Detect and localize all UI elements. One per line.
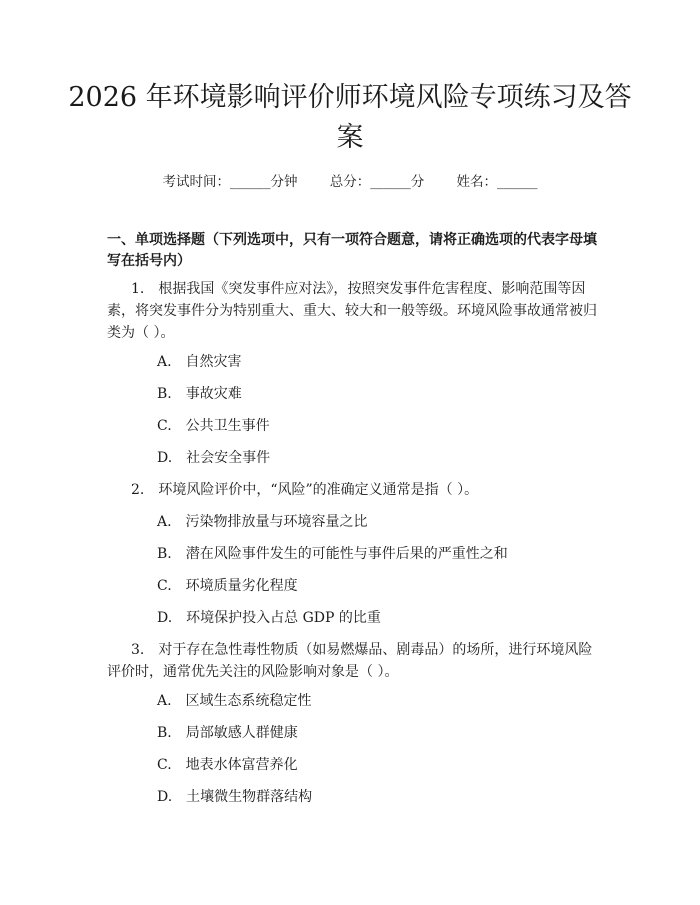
question-3-option-d: D. 土壤微生物群落结构: [157, 789, 313, 805]
question-1-option-a: A. 自然灾害: [157, 354, 242, 370]
question-1-option-b: B. 事故灾难: [157, 386, 242, 402]
question-1-option-d: D. 社会安全事件: [157, 450, 271, 466]
question-2-option-a: A. 污染物排放量与环境容量之比: [157, 514, 368, 530]
question-1-option-c: C. 公共卫生事件: [157, 418, 270, 434]
exam-meta: [0, 170, 700, 190]
exam-score: 总分：______分: [329, 174, 425, 190]
question-3-option-a: A. 区域生态系统稳定性: [157, 693, 312, 709]
question-2-option-d: D. 环境保护投入占总 GDP 的比重: [157, 610, 381, 626]
page-title: 2026 年环境影响评价师环境风险专项练习及答案: [68, 82, 632, 153]
question-3-option-b: B. 局部敏感人群健康: [157, 725, 298, 741]
question-2-option-c: C. 环境质量劣化程度: [157, 578, 298, 594]
exam-name: 姓名：______: [456, 174, 538, 190]
question-2-option-b: B. 潜在风险事件发生的可能性与事件后果的严重性之和: [157, 546, 508, 562]
question-2-stem: 2. 环境风险评价中，“风险”的准确定义通常是指（ ）。: [131, 482, 479, 498]
question-1-stem: 1. 根据我国《突发事件应对法》，按照突发事件危害程度、影响范围等因素，将突发事件分为特别重大、重大、较大和一般等级。环境风险事故通常被归类为（ ）。: [107, 281, 597, 341]
exam-time: 考试时间：______分钟: [162, 174, 298, 190]
section-heading: 一、单项选择题（下列选项中，只有一项符合题意，请将正确选项的代表字母填写在括号内）: [107, 232, 597, 269]
question-3-stem: 3. 对于存在急性毒性物质（如易燃爆品、剧毒品）的场所，进行环境风险评价时，通常优先关注的风险影响对象是（ ）。: [107, 642, 593, 680]
question-3-option-c: C. 地表水体富营养化: [157, 757, 298, 773]
